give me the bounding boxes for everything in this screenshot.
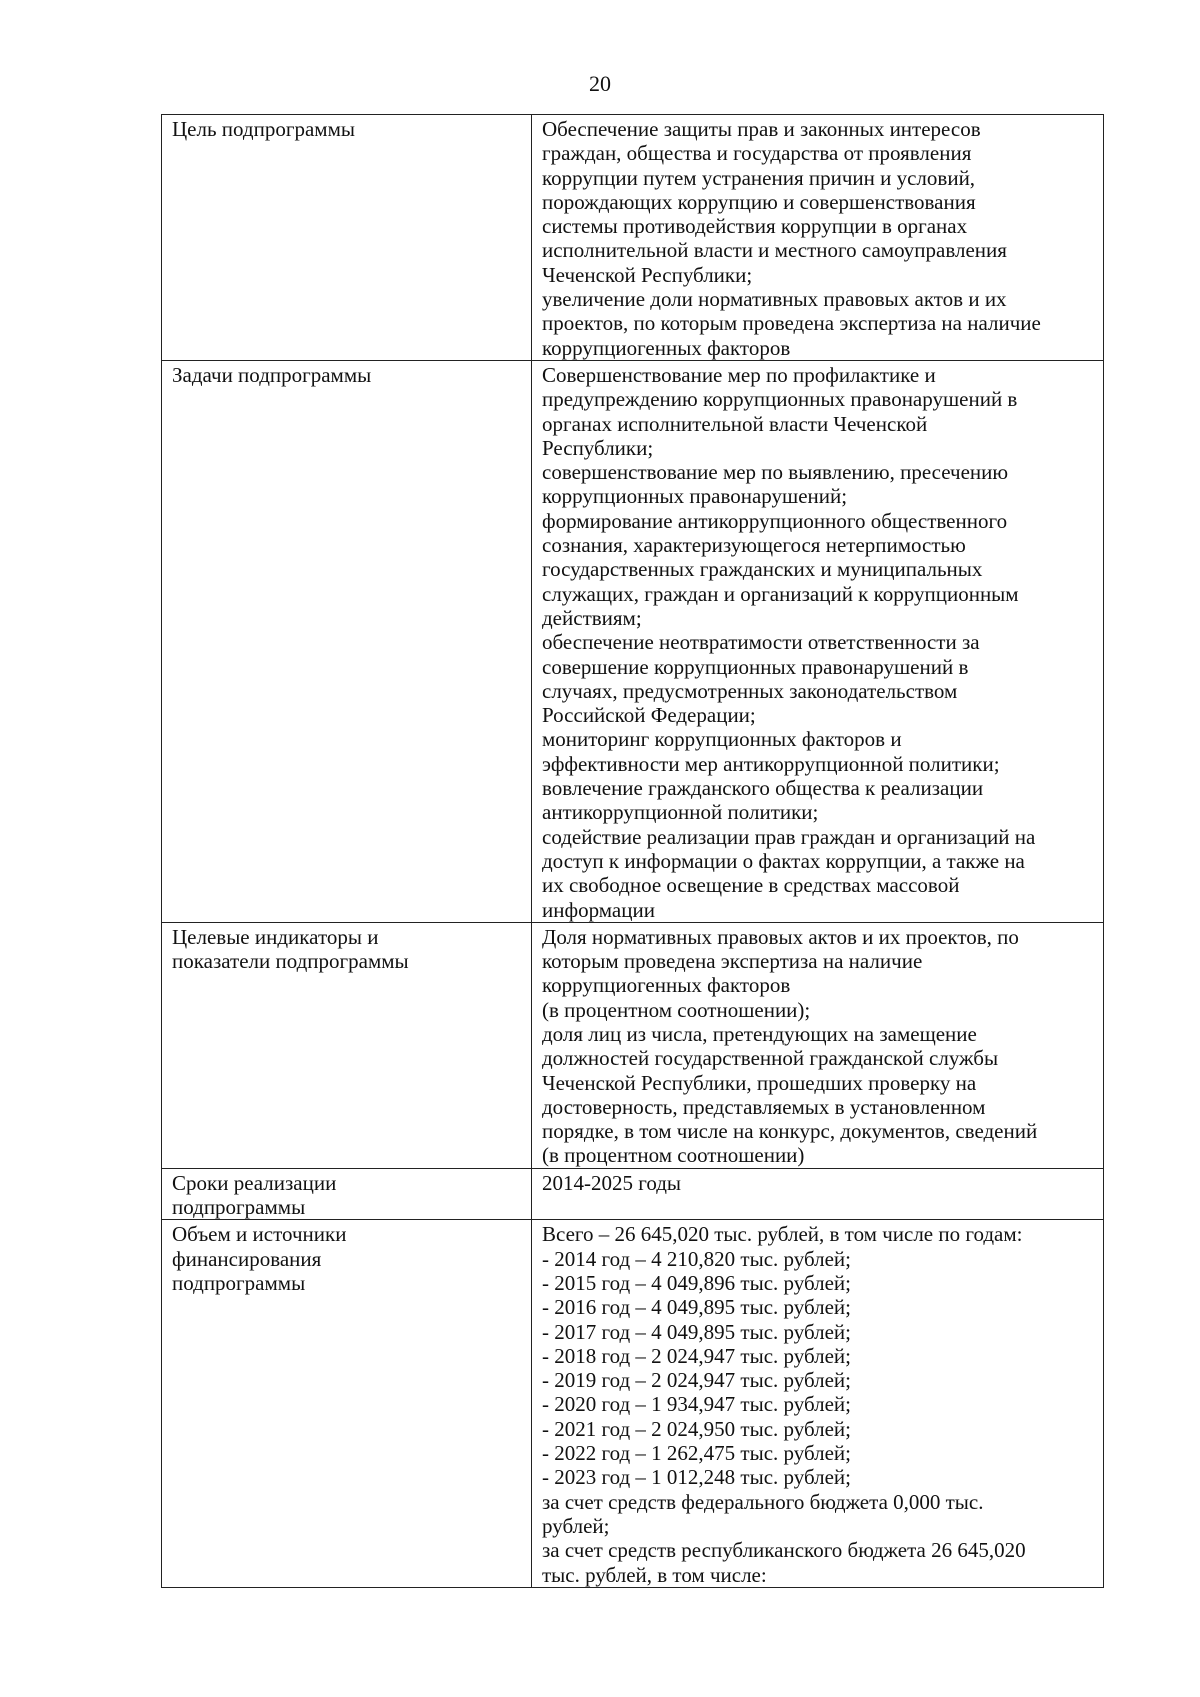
value-line: Совершенствование мер по профилактике и bbox=[542, 362, 936, 387]
label-line: Цель подпрограммы bbox=[172, 117, 355, 141]
value-line: за счет средств республиканского бюджета 26 645,020 bbox=[542, 1538, 1026, 1563]
row-value-tasks bbox=[532, 360, 1104, 922]
value-line: коррупционных правонарушений; bbox=[542, 484, 848, 509]
subprogram-passport-table bbox=[161, 114, 1104, 1588]
value-line: коррупциогенных факторов bbox=[542, 973, 791, 998]
value-line: предупреждению коррупционных правонарушений в bbox=[542, 387, 1018, 412]
value-line: Чеченской Республики; bbox=[542, 262, 753, 287]
value-line: порождающих коррупцию и совершенствования bbox=[542, 189, 976, 214]
value-line: (в процентном соотношении); bbox=[542, 997, 811, 1022]
value-line: государственных гражданских и муниципальных bbox=[542, 557, 983, 582]
value-line: служащих, граждан и организаций к коррупционным bbox=[542, 581, 1019, 606]
row-value-funding bbox=[532, 1220, 1104, 1587]
value-line: формирование антикоррупционного общественного bbox=[542, 508, 1008, 533]
value-line: совершенствование мер по выявлению, пресечению bbox=[542, 460, 1009, 485]
value-line: - 2017 год – 4 049,895 тыс. рублей; bbox=[542, 1319, 852, 1344]
value-line: увеличение доли нормативных правовых актов и их bbox=[542, 287, 1007, 312]
value-line: антикоррупционной политики; bbox=[542, 800, 819, 825]
value-line: сознания, характеризующегося нетерпимостью bbox=[542, 533, 966, 558]
page-number: 20 bbox=[589, 71, 611, 96]
value-line: - 2021 год – 2 024,950 тыс. рублей; bbox=[542, 1416, 852, 1441]
value-line: - 2019 год – 2 024,947 тыс. рублей; bbox=[542, 1368, 852, 1393]
label-line: Объем и источники bbox=[172, 1222, 347, 1247]
table-row-tasks bbox=[162, 360, 1104, 922]
value-line: которым проведена экспертиза на наличие bbox=[542, 949, 923, 974]
table-row-funding bbox=[162, 1220, 1104, 1587]
value-line: мониторинг коррупционных факторов и bbox=[542, 727, 902, 752]
value-line: их свободное освещение в средствах массовой bbox=[542, 873, 960, 898]
row-label-goal bbox=[162, 115, 532, 361]
value-line: (в процентном соотношении) bbox=[542, 1143, 805, 1168]
label-line: Целевые индикаторы и bbox=[172, 924, 379, 949]
value-line: коррупции путем устранения причин и условий, bbox=[542, 165, 976, 190]
row-value-timeline bbox=[532, 1168, 1104, 1220]
value-line: органах исполнительной власти Чеченской bbox=[542, 411, 928, 436]
table-row-goal bbox=[162, 115, 1104, 361]
row-label-timeline bbox=[162, 1168, 532, 1220]
row-value-indicators bbox=[532, 922, 1104, 1168]
value-line: - 2020 год – 1 934,947 тыс. рублей; bbox=[542, 1392, 852, 1417]
value-line: эффективности мер антикоррупционной политики; bbox=[542, 751, 1000, 776]
value-line: за счет средств федерального бюджета 0,000 тыс. bbox=[542, 1489, 984, 1514]
value-line: системы противодействия коррупции в органах bbox=[542, 214, 968, 239]
label-line: финансирования bbox=[172, 1246, 322, 1271]
row-label-tasks bbox=[162, 360, 532, 922]
value-line: Обеспечение защиты прав и законных интересов bbox=[542, 117, 981, 141]
value-line: Республики; bbox=[542, 435, 654, 460]
value-line: порядке, в том числе на конкурс, документов, сведений bbox=[542, 1119, 1038, 1144]
value-line: - 2023 год – 1 012,248 тыс. рублей; bbox=[542, 1465, 852, 1490]
label-line: показатели подпрограммы bbox=[172, 949, 409, 974]
value-line: обеспечение неотвратимости ответственности за bbox=[542, 630, 980, 655]
label-line: Задачи подпрограммы bbox=[172, 362, 372, 387]
label-line: подпрограммы bbox=[172, 1195, 306, 1220]
value-line: граждан, общества и государства от проявления bbox=[542, 141, 972, 166]
value-line: вовлечение гражданского общества к реализации bbox=[542, 776, 984, 801]
value-line: должностей государственной гражданской службы bbox=[542, 1046, 999, 1071]
value-line: доступ к информации о фактах коррупции, а также на bbox=[542, 848, 1025, 873]
row-value-goal bbox=[532, 115, 1104, 361]
label-line: подпрограммы bbox=[172, 1270, 306, 1295]
label-line: Сроки реализации bbox=[172, 1170, 337, 1195]
table-row-timeline bbox=[162, 1168, 1104, 1220]
value-line: случаях, предусмотренных законодательством bbox=[542, 678, 958, 703]
value-line: 2014-2025 годы bbox=[542, 1170, 682, 1195]
value-line: содействие реализации прав граждан и организаций на bbox=[542, 824, 1036, 849]
value-line: проектов, по которым проведена экспертиза на наличие bbox=[542, 311, 1041, 336]
value-line: достоверность, представляемых в установленном bbox=[542, 1094, 986, 1119]
value-line: Всего – 26 645,020 тыс. рублей, в том числе по годам: bbox=[542, 1222, 1023, 1247]
value-line: тыс. рублей, в том числе: bbox=[542, 1562, 767, 1587]
value-line: рублей; bbox=[542, 1513, 610, 1538]
value-line: - 2016 год – 4 049,895 тыс. рублей; bbox=[542, 1295, 852, 1320]
table-row-indicators bbox=[162, 922, 1104, 1168]
row-label-indicators bbox=[162, 922, 532, 1168]
value-line: - 2014 год – 4 210,820 тыс. рублей; bbox=[542, 1246, 852, 1271]
value-line: - 2022 год – 1 262,475 тыс. рублей; bbox=[542, 1441, 852, 1466]
value-line: доля лиц из числа, претендующих на замещение bbox=[542, 1021, 977, 1046]
value-line: Чеченской Республики, прошедших проверку на bbox=[542, 1070, 977, 1095]
value-line: - 2015 год – 4 049,896 тыс. рублей; bbox=[542, 1270, 852, 1295]
value-line: - 2018 год – 2 024,947 тыс. рублей; bbox=[542, 1343, 852, 1368]
value-line: коррупциогенных факторов bbox=[542, 335, 791, 360]
value-line: совершение коррупционных правонарушений в bbox=[542, 654, 969, 679]
value-line: действиям; bbox=[542, 605, 642, 630]
value-line: Доля нормативных правовых актов и их проектов, по bbox=[542, 924, 1019, 949]
value-line: Российской Федерации; bbox=[542, 703, 756, 728]
row-label-funding bbox=[162, 1220, 532, 1587]
value-line: исполнительной власти и местного самоуправления bbox=[542, 238, 1007, 263]
value-line: информации bbox=[542, 897, 655, 922]
